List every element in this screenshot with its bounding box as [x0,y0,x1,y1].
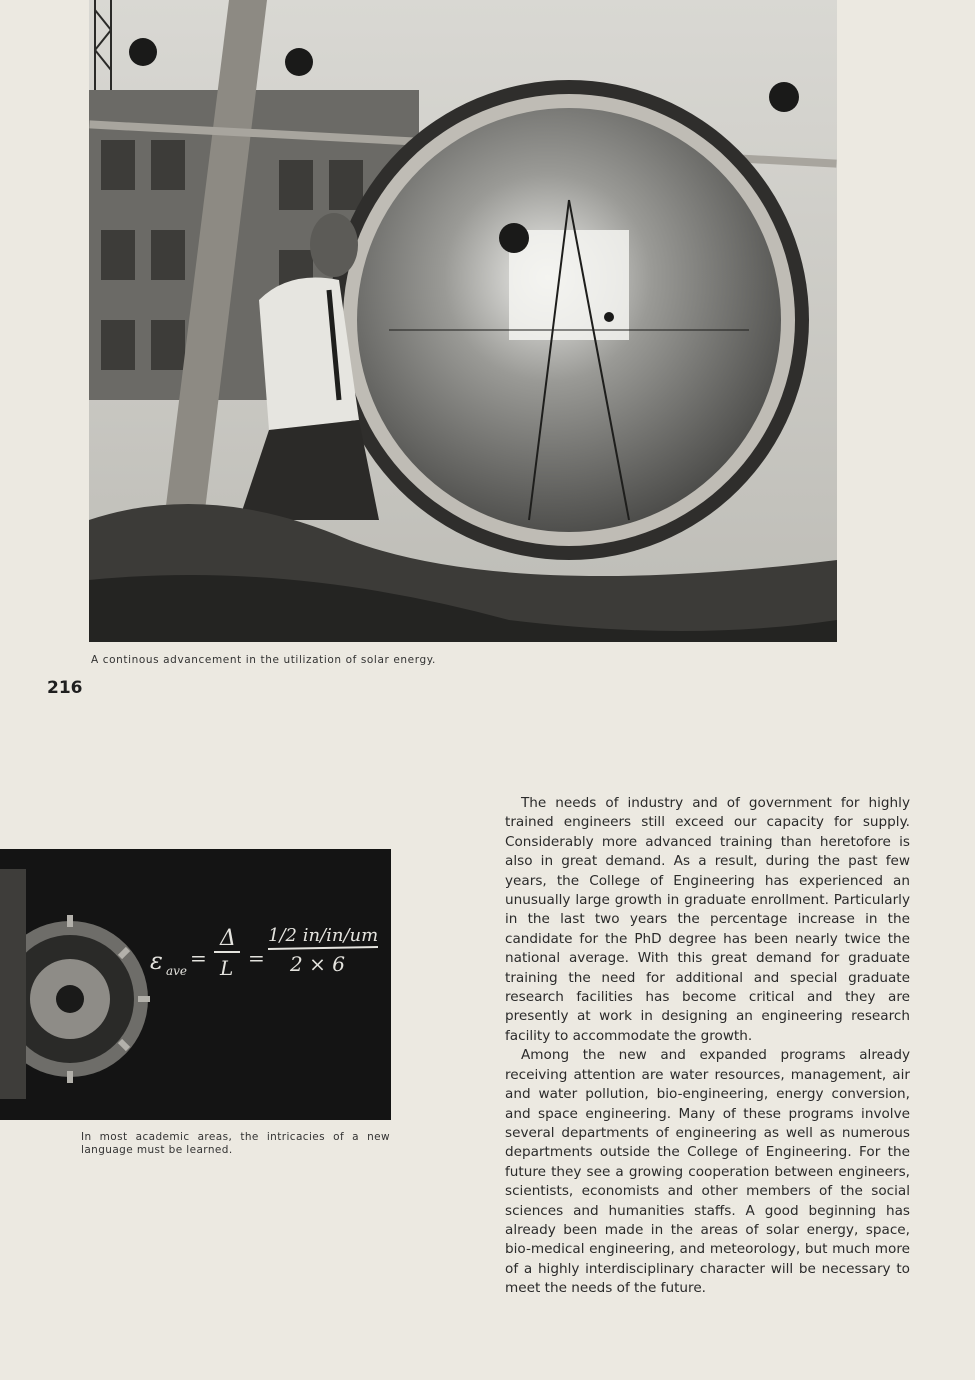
svg-text:2 × 6: 2 × 6 [290,952,345,976]
gear-chalkboard-illustration [0,849,391,1120]
solar-mirror-illustration [89,0,837,642]
svg-text:=: = [190,946,207,970]
chalkboard-photo [0,849,391,1120]
svg-text:ε: ε [150,947,163,975]
svg-text:1/2 in/in/um: 1/2 in/in/um [268,925,379,946]
svg-text:L: L [220,956,234,980]
page-number: 216 [47,678,83,698]
article-body [505,794,910,1299]
top-photo-caption: A continous advancement in the utilization of solar energy. [91,654,436,666]
svg-text:ave: ave [166,964,188,978]
svg-text:=: = [248,946,265,970]
article-paragraph-1: The needs of industry and of government for highly trained engineers still exceed our capacity for supply. Considerably more advanced training than heretofore is also in great demand. As a result, during the past few years, the College of Engineering has experienced an unusually large growth in graduate enrollment. Particularly in the last two years the percentage increase in the candidate for the PhD degree has been nearly twice the national average. With this great demand for graduate training the need for additional and special graduate research facilities has become critical and they are presently at work in designing an engineering research facility to accommodate the growth. [505,795,910,1044]
bottom-photo-caption: In most academic areas, the intricacies of a new language must be learned. [81,1131,390,1156]
svg-text:Δ: Δ [220,926,236,951]
article-paragraph-2: Among the new and expanded programs already receiving attention are water resources, management, air and water pollution, bio-engineering, energy conversion, and space engineering. Many of these programs involve several departments of engineering as well as numerous departments outside the College of Engineering. For the future they see a growing cooperation between engineers, scientists, economists and other members of the social sciences and humanities staffs. A good beginning has already been made in the areas of solar energy, space, bio-medical engineering, and meteorology, but much more of a highly interdisciplinary character will be necessary to meet the needs of the future. [505,1047,910,1297]
solar-energy-photo [89,0,837,642]
